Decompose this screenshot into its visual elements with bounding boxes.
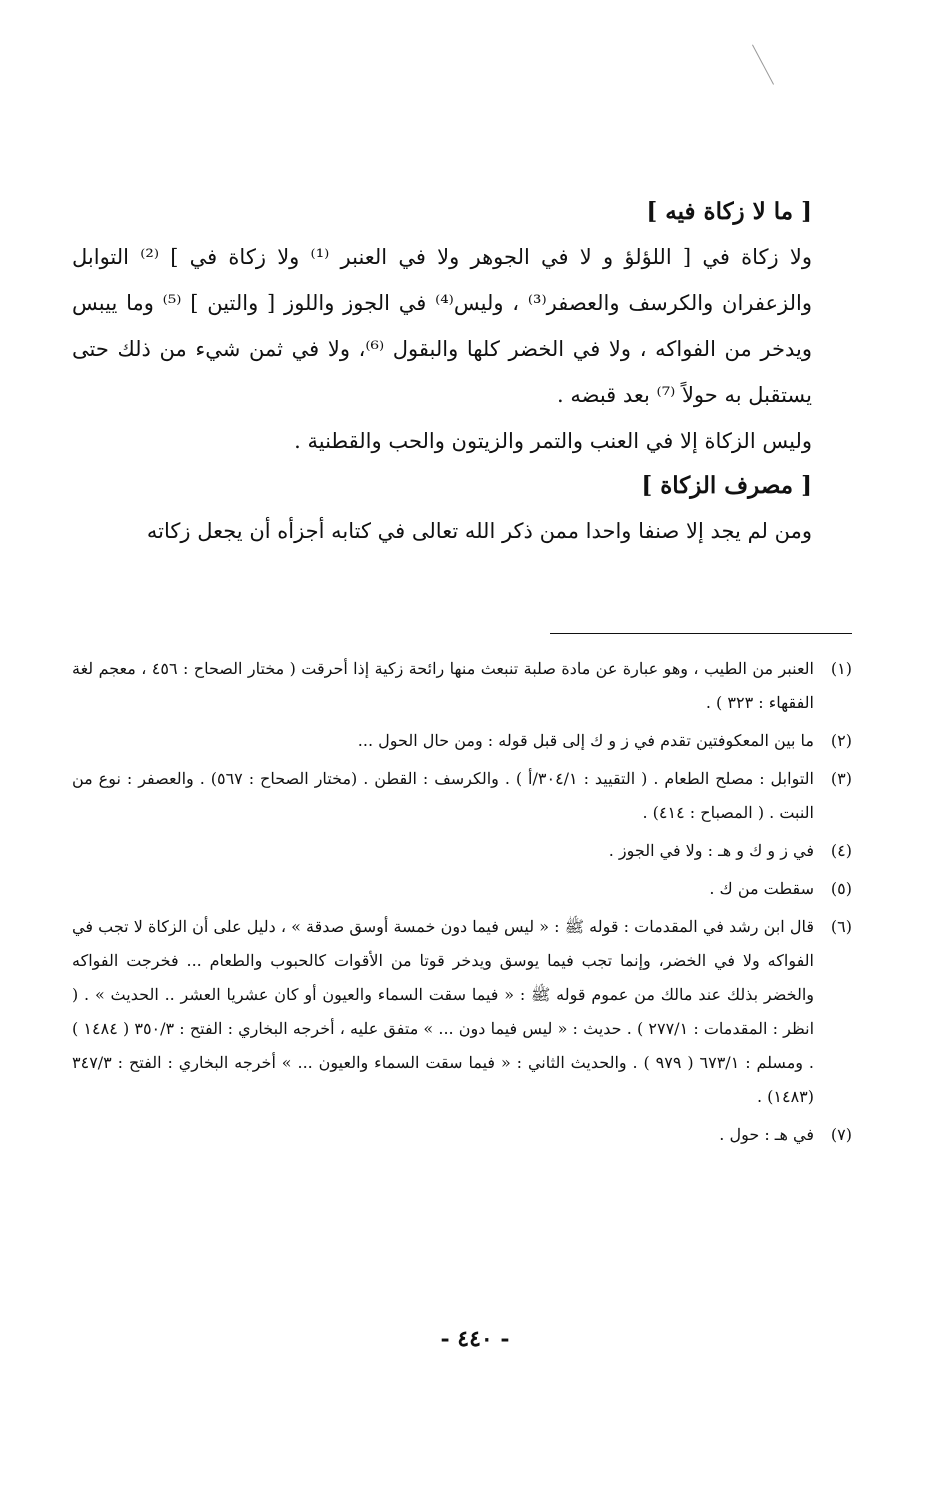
footnote — [72, 1118, 852, 1152]
footnote — [72, 724, 852, 758]
main-text — [72, 190, 812, 554]
footnote-text: العنبر من الطيب ، وهو عبارة عن مادة صلبة تنبعث منها رائحة زكية إذا أحرقت ( مختار الصحاح : ٤٥٦ ، معجم لغة الفقهاء : ٣٢٣ ) . — [72, 659, 814, 712]
paragraph-zakat-crops: وليس الزكاة إلا في العنب والتمر والزيتون والحب والقطنية . — [294, 429, 812, 453]
section-heading-zakat-distribution: [ مصرف الزكاة ] — [641, 472, 812, 499]
footnote — [72, 834, 852, 868]
paragraph-no-zakat: ولا زكاة في [ اللؤلؤ و لا في الجوهر ولا في العنبر ⁽¹⁾ ولا زكاة في ] ⁽²⁾ التوابل والزعفران والكرسف والعصفر⁽³⁾ ، وليس⁽⁴⁾ في الجوز واللوز [ والتين ] ⁽⁵⁾ وما ييبس ويدخر من الفواكه ، ولا في الخضر كلها والبقول ⁽⁶⁾، ولا في ثمن شيء من ذلك حتى يستقبل به حولاً ⁽⁷⁾ بعد قبضه . — [72, 245, 812, 407]
footnote-separator — [550, 633, 852, 634]
footnote-number: (٥) — [830, 879, 852, 898]
paragraph-zakat-distribution: ومن لم يجد إلا صنفا واحدا ممن ذكر الله تعالى في كتابه أجزأه أن يجعل زكاته — [146, 519, 812, 543]
footnote — [72, 652, 852, 720]
footnote-number: (٣) — [830, 769, 852, 788]
footnote-number: (٦) — [830, 917, 852, 936]
footnote-number: (٢) — [830, 731, 852, 750]
footnote-text: قال ابن رشد في المقدمات : قوله ﷺ : « ليس فيما دون خمسة أوسق صدقة » ، دليل على أن الزكاة لا تجب في الفواكه ولا في الخضر، وإنما تجب فيما يوسق ويدخر قوتا من الأقوات كالحبوب والطعام ... فخرجت الفواكه والخضر بذلك عند مالك من عموم قوله ﷺ : « فيما سقت السماء والعيون أو كان عشريا العشر .. الحديث » . ( انظر : المقدمات : ٢٧٧/١ ) . حديث : « ليس فيما دون ... » متفق عليه ، أخرجه البخاري : الفتح : ٣٥٠/٣ ( ١٤٨٤ ) . ومسلم : ٦٧٣/١ ( ٩٧٩ ) . والحديث الثاني : « فيما سقت السماء والعيون ... » أخرجه البخاري : الفتح : ٣٤٧/٣ (١٤٨٣) . — [72, 917, 815, 1106]
footnote-text: ما بين المعكوفتين تقدم في ز و ك إلى قبل قوله : ومن حال الحول ... — [357, 731, 814, 750]
footnote-number: (١) — [830, 659, 852, 678]
footnote-text: سقطت من ك . — [709, 879, 814, 898]
footnote — [72, 910, 852, 1114]
footnote-number: (٧) — [830, 1125, 852, 1144]
footnote-text: في هـ : حول . — [719, 1125, 814, 1144]
footnote — [72, 872, 852, 906]
footnotes — [72, 652, 852, 1156]
section-heading-no-zakat: [ ما لا زكاة فيه ] — [646, 198, 812, 225]
footnote-number: (٤) — [830, 841, 852, 860]
scan-mark — [752, 45, 774, 85]
footnote-text: في ز و ك و هـ : ولا في الجوز . — [608, 841, 814, 860]
footnote — [72, 762, 852, 830]
page-number: - ٤٤٠ - — [440, 1326, 510, 1352]
footnote-text: التوابل : مصلح الطعام . ( التقييد : ٣٠٤/١/أ ) . والكرسف : القطن . (مختار الصحاح : ٥٦٧) . والعصفر : نوع من النبت . ( المصباح : ٤١٤) . — [72, 769, 814, 822]
